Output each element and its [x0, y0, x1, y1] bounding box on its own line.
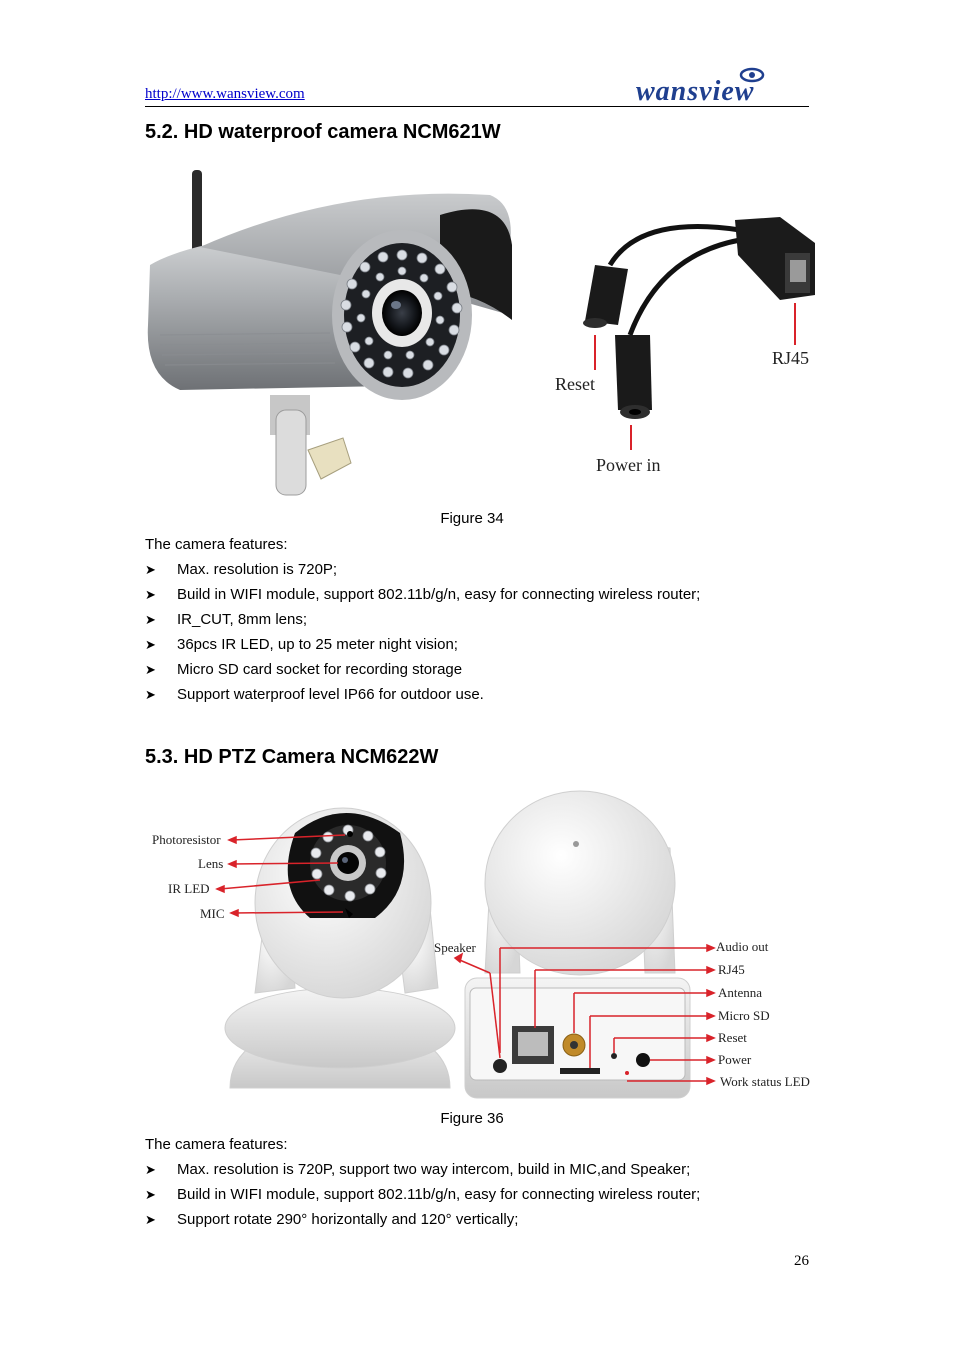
- label-ir-led: IR LED: [168, 881, 210, 896]
- list-item: ➤ Support rotate 290° horizontally and 120° vertically;: [145, 1207, 700, 1232]
- list-item: ➤ Support waterproof level IP66 for outdoor use.: [145, 682, 700, 707]
- list-item: ➤ 36pcs IR LED, up to 25 meter night vision;: [145, 632, 700, 657]
- bullet-arrow-icon: ➤: [145, 612, 156, 627]
- label-speaker: Speaker: [434, 940, 476, 955]
- list-item: ➤ Build in WIFI module, support 802.11b/g/n, easy for connecting wireless router;: [145, 582, 700, 607]
- label-photoresistor: Photoresistor: [152, 832, 221, 847]
- figure-36-image: [140, 788, 830, 1103]
- section-title-ncm622w: 5.3. HD PTZ Camera NCM622W: [145, 746, 439, 768]
- bullet-arrow-icon: ➤: [145, 562, 156, 577]
- bullet-arrow-icon: ➤: [145, 687, 156, 702]
- section-title-ncm621w: 5.2. HD waterproof camera NCM621W: [145, 121, 501, 143]
- figure-34-image: [140, 165, 830, 500]
- bullet-arrow-icon: ➤: [145, 637, 156, 652]
- figure-34-caption: Figure 34: [440, 510, 504, 527]
- label-rj45-port: RJ45: [718, 962, 745, 977]
- list-item: ➤ Max. resolution is 720P, support two way intercom, build in MIC,and Speaker;: [145, 1157, 700, 1182]
- section2-intro: The camera features:: [145, 1136, 288, 1153]
- bullet-arrow-icon: ➤: [145, 1212, 156, 1227]
- label-antenna: Antenna: [718, 985, 763, 1000]
- bullet-arrow-icon: ➤: [145, 587, 156, 602]
- ptz-front-view: [225, 808, 455, 1088]
- label-power-in: Power in: [596, 455, 661, 475]
- section1-intro: The camera features:: [145, 536, 288, 553]
- label-mic: MIC: [200, 906, 225, 921]
- list-item: ➤ Micro SD card socket for recording storage: [145, 657, 700, 682]
- section1-feature-list: [145, 557, 700, 707]
- cable-assembly: [583, 217, 815, 450]
- label-lens: Lens: [198, 856, 224, 871]
- list-item: ➤ Max. resolution is 720P;: [145, 557, 700, 582]
- list-item: ➤ IR_CUT, 8mm lens;: [145, 607, 700, 632]
- bullet-arrow-icon: ➤: [145, 1187, 156, 1202]
- label-micro-sd: Micro SD: [718, 1008, 770, 1023]
- section2-feature-list: [145, 1157, 700, 1232]
- label-work-status-led: Work status LED: [720, 1074, 810, 1089]
- label-rj45: RJ45: [772, 348, 810, 368]
- list-item: ➤ Build in WIFI module, support 802.11b/g/n, easy for connecting wireless router;: [145, 1182, 700, 1207]
- bullet-arrow-icon: ➤: [145, 1162, 156, 1177]
- label-reset-port: Reset: [718, 1030, 747, 1045]
- label-reset: Reset: [555, 374, 595, 394]
- header-rule: [145, 106, 809, 107]
- wansview-logo: [636, 66, 808, 104]
- page-number: 26: [794, 1253, 809, 1269]
- lens-shape: [382, 290, 422, 336]
- bullet-arrow-icon: ➤: [145, 662, 156, 677]
- label-audio-out: Audio out: [716, 939, 769, 954]
- figure-36-caption: Figure 36: [440, 1110, 504, 1127]
- label-power: Power: [718, 1052, 752, 1067]
- logo-wordmark: wansview: [636, 76, 755, 104]
- header-url-link[interactable]: http://www.wansview.com: [145, 86, 305, 102]
